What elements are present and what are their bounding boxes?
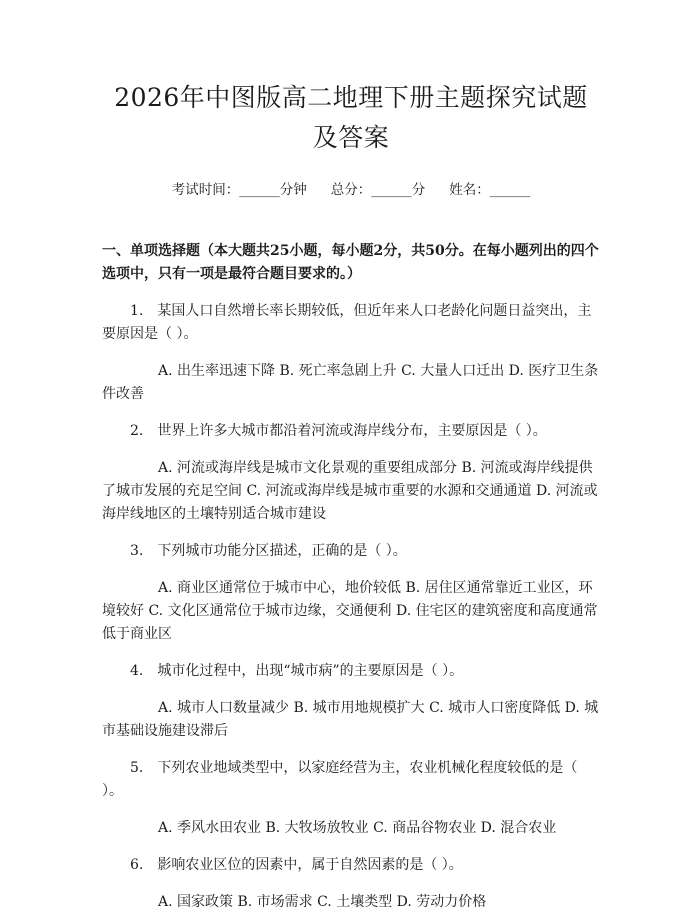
question-stem: 6. 影响农业区位的因素中，属于自然因素的是（ ）。 bbox=[130, 857, 463, 873]
question-stem: 3. 下列城市功能分区描述，正确的是（ ）。 bbox=[130, 543, 407, 559]
time-blank: ______ bbox=[239, 182, 280, 198]
question-6 bbox=[102, 854, 600, 914]
document-title: 2026年中图版高二地理下册主题探究试题及答案 bbox=[114, 83, 588, 152]
question-3 bbox=[102, 540, 600, 646]
exam-info-line bbox=[102, 180, 600, 200]
question-2 bbox=[102, 420, 600, 526]
question-stem: 5. 下列农业地域类型中，以家庭经营为主，农业机械化程度较低的是（ ）。 bbox=[102, 760, 578, 799]
score-blank: ______ bbox=[371, 182, 412, 198]
question-options: A. 季风水田农业 B. 大牧场放牧业 C. 商品谷物农业 D. 混合农业 bbox=[158, 820, 557, 836]
time-label: 考试时间： bbox=[171, 182, 240, 198]
question-options: A. 国家政策 B. 市场需求 C. 土壤类型 D. 劳动力价格 bbox=[158, 894, 487, 910]
time-unit: 分钟 bbox=[279, 182, 307, 198]
question-stem: 1. 某国人口自然增长率长期较低，但近年来人口老龄化问题日益突出，主要原因是（ ）。 bbox=[102, 303, 592, 342]
score-unit: 分 bbox=[411, 182, 426, 198]
name-label: 姓名： bbox=[449, 182, 490, 198]
question-options: A. 商业区通常位于城市中心，地价较低 B. 居住区通常靠近工业区，环境较好 C. 文化区通常位于城市边缘，交通便利 D. 住宅区的建筑密度和高度通常低于商业区 bbox=[102, 580, 598, 642]
name-blank: ______ bbox=[489, 182, 531, 198]
question-stem: 2. 世界上许多大城市都沿着河流或海岸线分布，主要原因是（ ）。 bbox=[130, 423, 547, 439]
question-options: A. 河流或海岸线是城市文化景观的重要组成部分 B. 河流或海岸线提供了城市发展的充足空间 C. 河流或海岸线是城市重要的水源和交通通道 D. 河流或海岸线地区的土壤特别适合城市建设 bbox=[102, 460, 598, 522]
section-heading: 一、单项选择题（本大题共25小题，每小题2分，共50分。在每小题列出的四个选项中，只有一项是最符合题目要求的。） bbox=[102, 243, 599, 282]
question-options: A. 出生率迅速下降 B. 死亡率急剧上升 C. 大量人口迁出 D. 医疗卫生条件改善 bbox=[102, 363, 599, 402]
score-label: 总分： bbox=[330, 182, 372, 198]
question-5 bbox=[102, 757, 600, 840]
question-stem: 4. 城市化过程中，出现“城市病”的主要原因是（ ）。 bbox=[130, 663, 464, 679]
question-options: A. 城市人口数量减少 B. 城市用地规模扩大 C. 城市人口密度降低 D. 城市基础设施建设滞后 bbox=[102, 700, 599, 739]
question-1 bbox=[102, 300, 600, 406]
question-4 bbox=[102, 660, 600, 743]
